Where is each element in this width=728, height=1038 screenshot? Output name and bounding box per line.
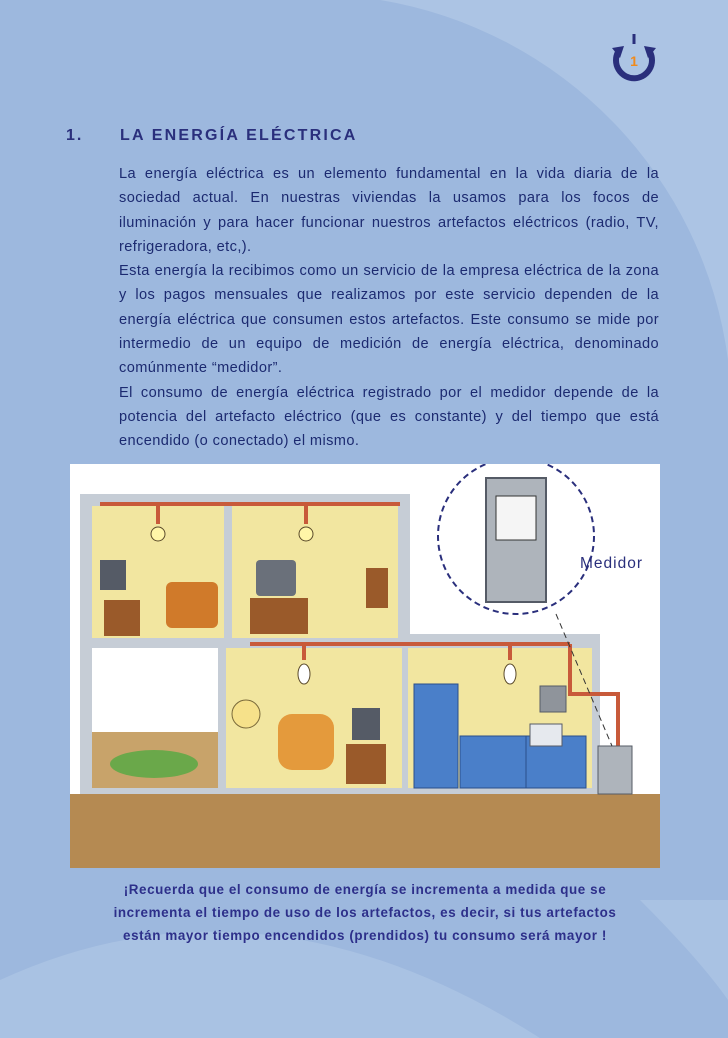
note-line-3: están mayor tiempo encendidos (prendidos) tu consumo será mayor ! (123, 928, 607, 943)
light-bulb-icon (299, 527, 313, 541)
electric-meter-icon (598, 746, 632, 794)
paragraph-3: El consumo de energía eléctrica registrado por el medidor depende de la potencia del artefacto eléctrico (que es constante) y del tiempo que está encendido (o conectado) el mismo. (119, 384, 659, 450)
light-bulb-icon (151, 527, 165, 541)
meter-label: Medidor (580, 555, 643, 572)
armchair-icon (278, 714, 334, 770)
light-bulb-icon (298, 664, 310, 684)
note-line-2: incrementa el tiempo de uso de los artefactos, es decir, si tus artefactos (113, 905, 617, 920)
ground (70, 794, 660, 868)
paragraph-2: Esta energía la recibimos como un servicio de la empresa eléctrica de la zona y los pagos mensuales que realizamos por este servicio dependen de la energía eléctrica que consumen estos artefactos. Este consumo se mide por intermedio de un equipo de medición de energía eléctrica, denominado comúnmente “medidor”. (119, 263, 659, 377)
refrigerator-icon (414, 684, 458, 788)
section-title: LA ENERGÍA ELÉCTRICA (120, 127, 358, 144)
bed-icon (166, 582, 218, 628)
microwave-icon (530, 724, 562, 746)
light-bulb-icon (504, 664, 516, 684)
computer-icon (100, 560, 126, 590)
paragraph-1: La energía eléctrica es un elemento fundamental en la vida diaria de la sociedad actual. En nuestras viviendas la usamos para los focos de iluminación y para hacer funcionar nuestros artefactos eléctricos (radio, TV, refrigeradora, etc,). (119, 166, 659, 255)
house-illustration (70, 464, 660, 868)
lamp-icon (232, 700, 260, 728)
body-text (119, 162, 659, 454)
page-number: 1 (630, 53, 638, 69)
reminder-note (70, 878, 660, 947)
note-line-1: ¡Recuerda que el consumo de energía se incrementa a medida que se (123, 882, 607, 897)
tv-icon (256, 560, 296, 596)
section-number: 1. (66, 127, 84, 144)
stove-icon (460, 736, 526, 788)
